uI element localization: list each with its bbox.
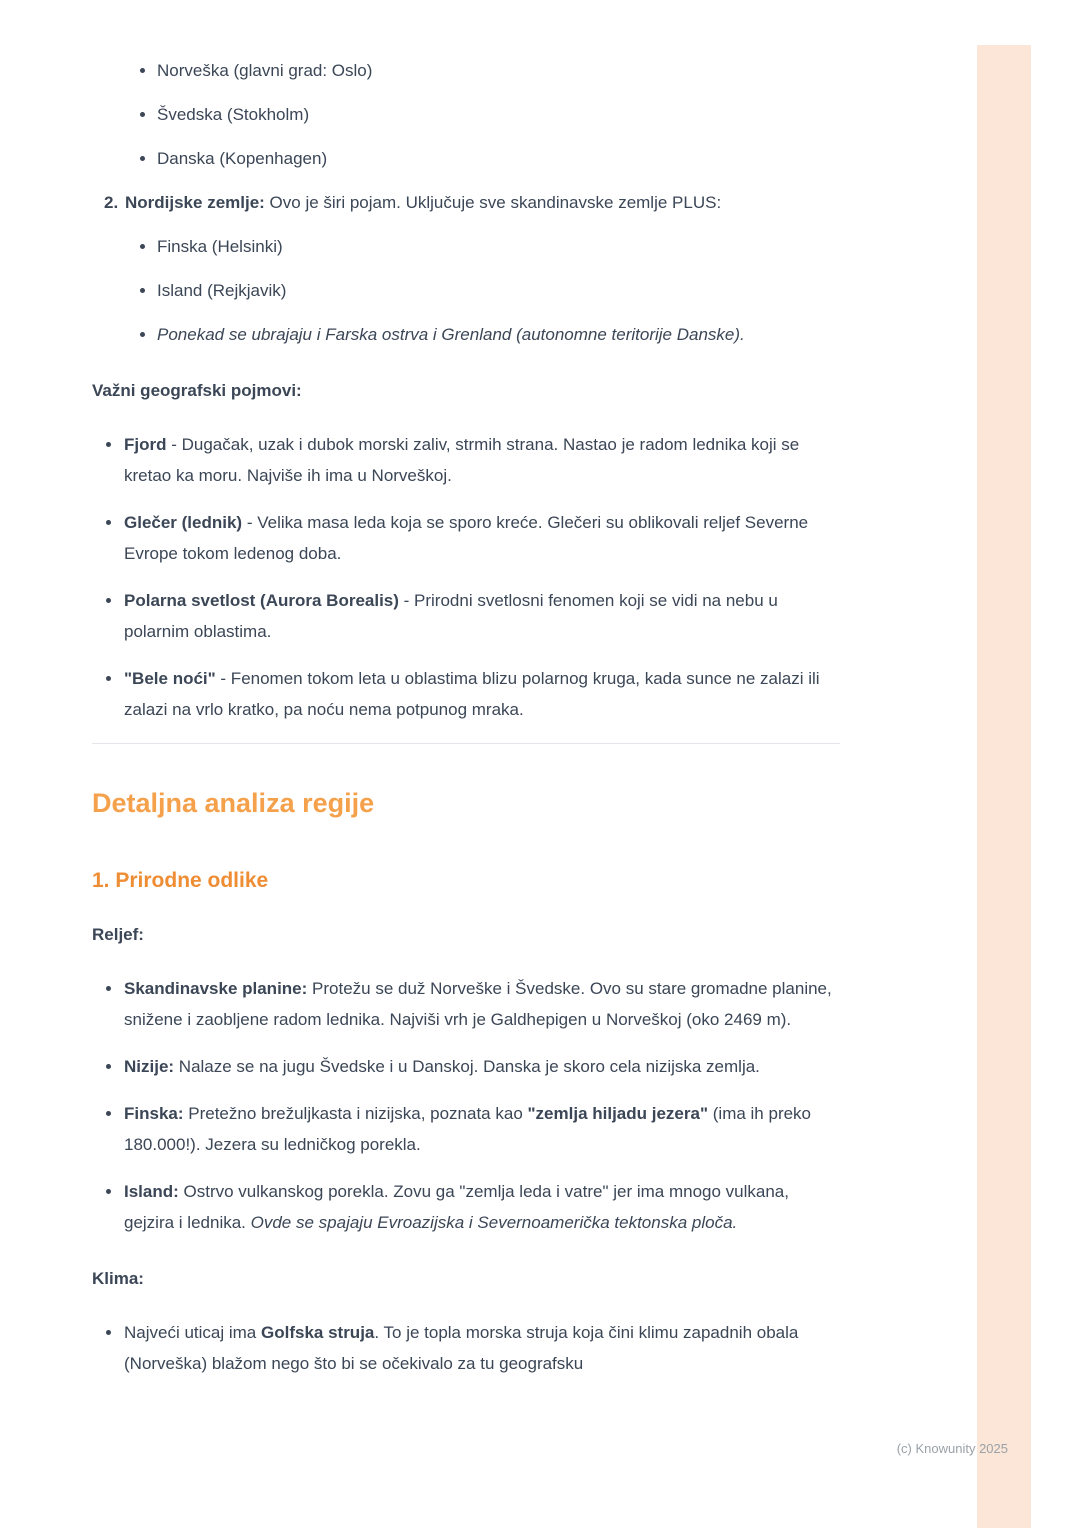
climate-list: [92, 1317, 840, 1379]
list-item: [92, 1317, 840, 1379]
list-item: Norveška (glavni grad: Oslo): [92, 55, 840, 86]
document-content: [92, 50, 840, 1395]
text-run: (ima ih preko 180.000!). Jezera su ledničkog porekla.: [124, 1104, 812, 1154]
text-run-bold: "zemlja hiljadu jezera": [527, 1104, 709, 1123]
list-item: Island (Rejkjavik): [92, 275, 840, 306]
term-definition: - Prirodni svetlosni fenomen koji se vidi na nebu u polarnim oblastima.: [124, 591, 778, 641]
list-item: [92, 1176, 840, 1238]
relief-list: [92, 973, 840, 1238]
term-label: Skandinavske planine:: [124, 979, 308, 998]
item-text: [125, 187, 721, 218]
scandinavian-countries-list: [92, 55, 840, 174]
list-item: [92, 663, 840, 725]
list-item: [92, 973, 840, 1035]
section-title: Detaljna analiza regije: [92, 788, 375, 818]
term-definition: - Fenomen tokom leta u oblastima blizu polarnog kruga, kada sunce ne zalazi ili zalazi na vrlo kratko, pa noću nema potpunog mraka.: [124, 669, 820, 719]
term-definition: - Velika masa leda koja se sporo kreće. Glečeri su oblikovali reljef Severne Evrope tokom ledenog doba.: [124, 513, 809, 563]
text-run-bold: Nordijske zemlje:: [125, 193, 265, 212]
section-divider: [92, 743, 840, 744]
term-label: Fjord: [124, 435, 167, 454]
geo-terms-heading: Važni geografski pojmovi:: [92, 381, 302, 400]
list-item: Finska (Helsinki): [92, 231, 840, 262]
geo-terms-list: [92, 429, 840, 725]
term-label: "Bele noći": [124, 669, 216, 688]
text-run: Nalaze se na jugu Švedske i u Danskoj. Danska je skoro cela nizijska zemlja.: [174, 1057, 760, 1076]
list-item: Švedska (Stokholm): [92, 99, 840, 130]
list-item: Danska (Kopenhagen): [92, 143, 840, 174]
page-edge-stripe: [977, 45, 1031, 1528]
text-run: Pretežno brežuljkasta i nizijska, poznata kao: [183, 1104, 528, 1123]
term-label: Glečer (lednik): [124, 513, 243, 532]
nordic-countries-item: [104, 187, 840, 218]
term-label: Nizije:: [124, 1057, 175, 1076]
list-item: [92, 507, 840, 569]
climate-heading: Klima:: [92, 1269, 144, 1288]
subsection-title: 1. Prirodne odlike: [92, 869, 269, 892]
relief-heading: Reljef:: [92, 925, 144, 944]
item-number: 2.: [104, 193, 119, 212]
copyright-watermark: (c) Knowunity 2025: [896, 1441, 1008, 1456]
term-definition: - Dugačak, uzak i dubok morski zaliv, strmih strana. Nastao je radom lednika koji se kretao ka moru. Najviše ih ima u Norveškoj.: [124, 435, 800, 485]
term-label: Island:: [124, 1182, 179, 1201]
text-run: . To je topla morska struja koja čini klimu zapadnih obala (Norveška) blažom nego što bi se očekivalo za tu geografsku: [124, 1323, 799, 1373]
text-run: Protežu se duž Norveške i Švedske. Ovo su stare gromadne planine, snižene i zaobljene radom lednika. Najviši vrh je Galdhepigen u Norveškoj (oko 2469 m).: [124, 979, 832, 1029]
term-label: Polarna svetlost (Aurora Borealis): [124, 591, 399, 610]
text-run-italic: Ovde se spajaju Evroazijska i Severnoamerička tektonska ploča.: [250, 1213, 738, 1232]
list-item: [92, 429, 840, 491]
nordic-countries-list: [92, 231, 840, 350]
text-run: Ostrvo vulkanskog porekla. Zovu ga "zemlja leda i vatre" jer ima mnogo vulkana, gejzira i lednika.: [124, 1182, 789, 1232]
list-item: [92, 1051, 840, 1082]
list-item: [92, 1098, 840, 1160]
text-run: Najveći uticaj ima: [124, 1323, 261, 1342]
text-run: Ovo je širi pojam. Uključuje sve skandinavske zemlje PLUS:: [264, 193, 722, 212]
list-item: [92, 585, 840, 647]
term-label: Finska:: [124, 1104, 184, 1123]
text-run-bold: Golfska struja: [261, 1323, 375, 1342]
list-item-note: Ponekad se ubrajaju i Farska ostrva i Grenland (autonomne teritorije Danske).: [92, 319, 840, 350]
